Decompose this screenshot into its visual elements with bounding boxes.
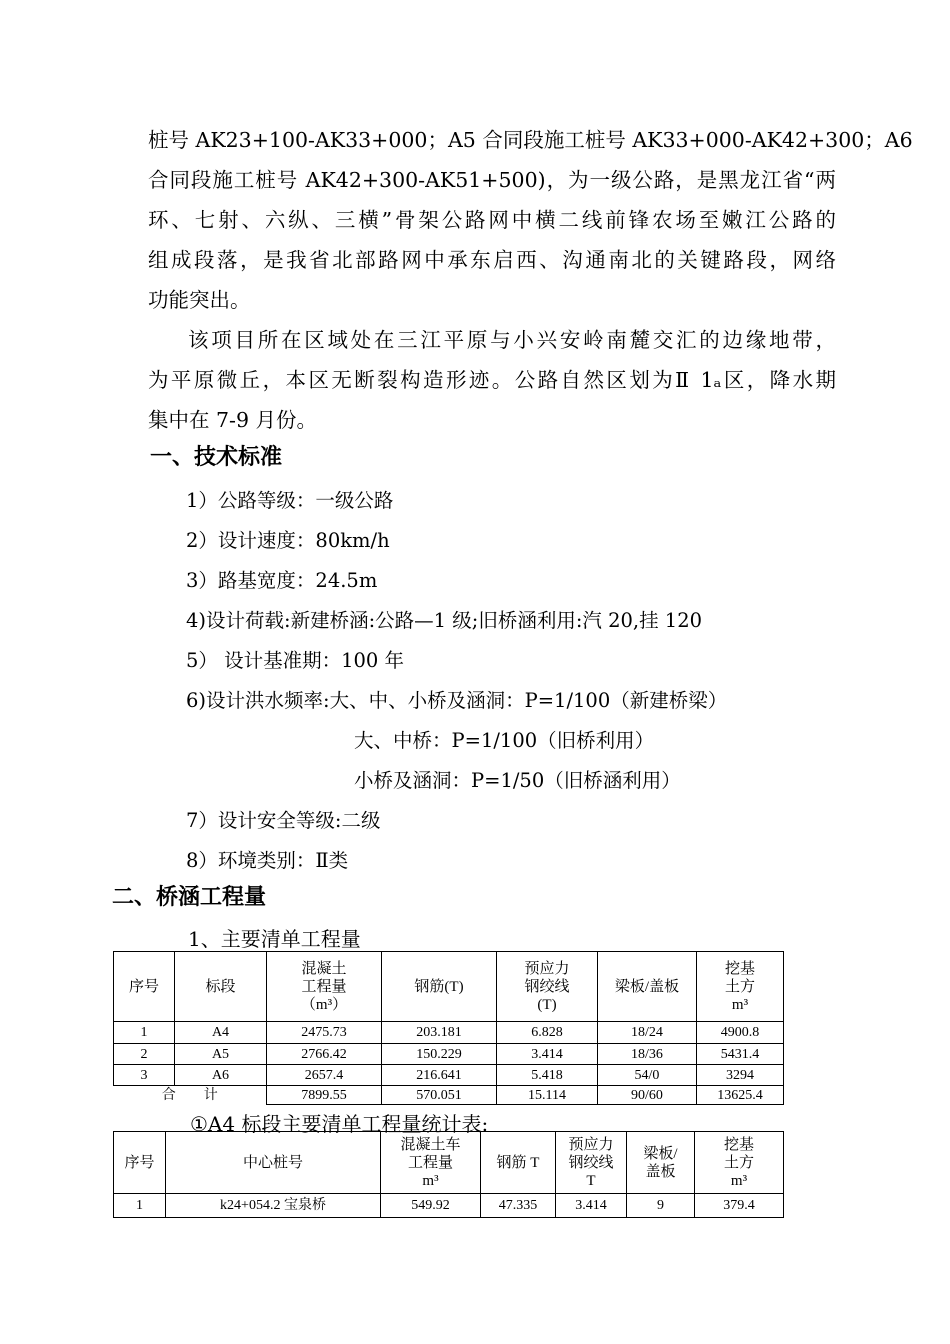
cell-section: A4 [175,1022,267,1044]
standard-item-2: 2）设计速度：80km/h [186,529,390,552]
header-excavation: 挖基 土方 m³ [697,952,784,1022]
cell-index: 3 [114,1065,175,1086]
cell-beam-slab: 18/36 [598,1044,697,1065]
header-beam-slab: 梁板/ 盖板 [627,1132,695,1194]
main-quantity-table [113,951,784,1105]
region-line-3: 集中在 7-9 月份。 [148,408,318,432]
cell-section: A6 [175,1065,267,1086]
cell-excavation: 3294 [697,1065,784,1086]
standard-item-7: 7）设计安全等级:二级 [186,809,381,832]
cell-beam-slab: 18/24 [598,1022,697,1044]
intro-line-2: 合同段施工桩号 AK42+300-AK51+500)，为一级公路，是黑龙江省“两 [148,168,836,192]
table-header-row [114,952,784,1022]
region-line-2: 为平原微丘，本区无断裂构造形迹。公路自然区划为Ⅱ 1ₐ区，降水期 [148,368,836,392]
standard-item-4: 4)设计荷载:新建桥涵:公路—1 级;旧桥涵利用:汽 20,挂 120 [186,609,703,632]
cell-section: A5 [175,1044,267,1065]
table-row [114,1022,784,1044]
standard-item-6: 6)设计洪水频率:大、中、小桥及涵洞：P=1/100（新建桥梁） [186,689,728,712]
intro-line-4: 组成段落，是我省北部路网中承东启西、沟通南北的关键路段，网络 [148,248,836,272]
section-title-bridge-quantities: 二、桥涵工程量 [112,885,267,910]
header-station: 中心桩号 [166,1132,381,1194]
section-title-technical-standards: 一、技术标准 [150,445,283,470]
header-rebar: 钢筋 T [481,1132,556,1194]
cell-total-label: 合 计 [114,1086,267,1105]
header-index: 序号 [114,952,175,1022]
header-index: 序号 [114,1132,166,1194]
cell-index: 1 [114,1194,166,1218]
standard-item-6c: 小桥及涵洞：P=1/50（旧桥涵利用） [354,769,681,792]
table-row [114,1194,784,1218]
cell-rebar: 150.229 [382,1044,497,1065]
cell-beam-slab: 9 [627,1194,695,1218]
cell-concrete: 549.92 [381,1194,481,1218]
standard-item-8: 8）环境类别：Ⅱ类 [186,849,349,872]
a4-quantity-table [113,1131,784,1218]
cell-station: k24+054.2 宝泉桥 [166,1194,381,1218]
header-concrete: 混凝土 工程量 （m³） [267,952,382,1022]
table-total-row [114,1086,784,1105]
header-concrete: 混凝土车 工程量 m³ [381,1132,481,1194]
cell-beam-slab: 54/0 [598,1065,697,1086]
standard-item-5: 5） 设计基准期：100 年 [186,649,405,672]
cell-prestress: 5.418 [497,1065,598,1086]
cell-prestress: 3.414 [497,1044,598,1065]
header-prestress: 预应力 钢绞线 (T) [497,952,598,1022]
cell-total-prestress: 15.114 [497,1086,598,1105]
standard-item-1: 1）公路等级：一级公路 [186,489,394,512]
cell-concrete: 2657.4 [267,1065,382,1086]
cell-index: 1 [114,1022,175,1044]
table-header-row [114,1132,784,1194]
header-excavation: 挖基 土方 m³ [695,1132,784,1194]
cell-prestress: 6.828 [497,1022,598,1044]
subsection-title-main-list: 1、主要清单工程量 [188,927,361,951]
region-line-1: 该项目所在区域处在三江平原与小兴安岭南麓交汇的边缘地带， [188,328,836,352]
cell-total-beam-slab: 90/60 [598,1086,697,1105]
standard-item-3: 3）路基宽度：24.5m [186,569,378,592]
cell-total-concrete: 7899.55 [267,1086,382,1105]
intro-line-3: 环、七射、六纵、三横”骨架公路网中横二线前锋农场至嫩江公路的 [148,208,836,232]
cell-rebar: 47.335 [481,1194,556,1218]
cell-index: 2 [114,1044,175,1065]
cell-concrete: 2766.42 [267,1044,382,1065]
table2-title: ①A4 标段主要清单工程量统计表: [190,1112,489,1136]
table-row [114,1044,784,1065]
cell-excavation: 4900.8 [697,1022,784,1044]
cell-excavation: 379.4 [695,1194,784,1218]
header-prestress: 预应力 钢绞线 T [556,1132,627,1194]
cell-rebar: 216.641 [382,1065,497,1086]
header-rebar: 钢筋(T) [382,952,497,1022]
intro-line-1: 桩号 AK23+100-AK33+000；A5 合同段施工桩号 AK33+000-AK42+300；A6 [148,128,913,152]
intro-line-5: 功能突出。 [148,288,251,312]
cell-rebar: 203.181 [382,1022,497,1044]
header-beam-slab: 梁板/盖板 [598,952,697,1022]
cell-total-excavation: 13625.4 [697,1086,784,1105]
standard-item-6b: 大、中桥：P=1/100（旧桥利用） [354,729,655,752]
header-section: 标段 [175,952,267,1022]
cell-excavation: 5431.4 [697,1044,784,1065]
table-row [114,1065,784,1086]
cell-prestress: 3.414 [556,1194,627,1218]
cell-total-rebar: 570.051 [382,1086,497,1105]
cell-concrete: 2475.73 [267,1022,382,1044]
